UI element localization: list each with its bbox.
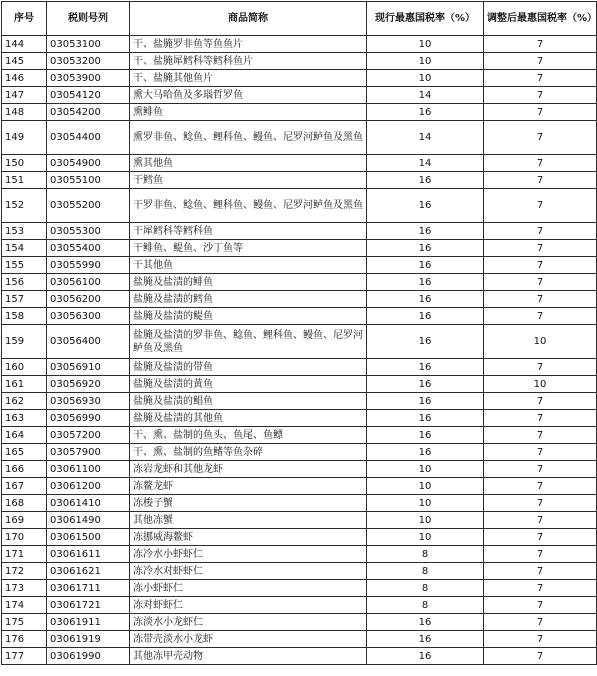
adjusted-rate: 10	[484, 325, 597, 359]
current-rate: 10	[367, 70, 484, 87]
table-row	[2, 393, 597, 410]
current-rate: 8	[367, 546, 484, 563]
row-number: 167	[2, 478, 47, 495]
table-row	[2, 512, 597, 529]
product-name: 盐腌及盐渍的黄鱼	[130, 376, 367, 393]
adjusted-rate: 7	[484, 240, 597, 257]
tariff-code: 03056920	[47, 376, 130, 393]
current-rate: 16	[367, 359, 484, 376]
adjusted-rate: 7	[484, 495, 597, 512]
product-name: 冻带壳淡水小龙虾	[130, 631, 367, 648]
product-name: 其他冻蟹	[130, 512, 367, 529]
table-row	[2, 223, 597, 240]
tariff-code: 03061621	[47, 563, 130, 580]
row-number: 177	[2, 648, 47, 665]
table-row	[2, 104, 597, 121]
tariff-code: 03055100	[47, 172, 130, 189]
row-number: 162	[2, 393, 47, 410]
row-number: 158	[2, 308, 47, 325]
adjusted-rate: 7	[484, 223, 597, 240]
product-name: 冻对虾虾仁	[130, 597, 367, 614]
tariff-table	[1, 1, 597, 665]
adjusted-rate: 7	[484, 631, 597, 648]
product-name: 干鳕鱼	[130, 172, 367, 189]
product-name: 熏大马哈鱼及多瑙哲罗鱼	[130, 87, 367, 104]
current-rate: 10	[367, 461, 484, 478]
adjusted-rate: 7	[484, 393, 597, 410]
row-number: 145	[2, 53, 47, 70]
product-name: 其他冻甲壳动物	[130, 648, 367, 665]
row-number: 148	[2, 104, 47, 121]
row-number: 160	[2, 359, 47, 376]
adjusted-rate: 7	[484, 155, 597, 172]
tariff-code: 03055990	[47, 257, 130, 274]
current-rate: 10	[367, 53, 484, 70]
adjusted-rate: 7	[484, 512, 597, 529]
tariff-code: 03061611	[47, 546, 130, 563]
table-row	[2, 257, 597, 274]
tariff-code: 03054900	[47, 155, 130, 172]
adjusted-rate: 7	[484, 53, 597, 70]
product-name: 冻冷水小虾虾仁	[130, 546, 367, 563]
table-row	[2, 410, 597, 427]
row-number: 147	[2, 87, 47, 104]
product-name: 干、盐腌罗非鱼等鱼鱼片	[130, 36, 367, 53]
tariff-code: 03061721	[47, 597, 130, 614]
tariff-code: 03053900	[47, 70, 130, 87]
current-rate: 16	[367, 614, 484, 631]
tariff-code: 03061990	[47, 648, 130, 665]
current-rate: 16	[367, 240, 484, 257]
table-row	[2, 614, 597, 631]
product-name: 冻小虾虾仁	[130, 580, 367, 597]
tariff-code: 03054200	[47, 104, 130, 121]
adjusted-rate: 7	[484, 308, 597, 325]
row-number: 155	[2, 257, 47, 274]
row-number: 164	[2, 427, 47, 444]
tariff-code: 03061500	[47, 529, 130, 546]
product-name: 盐腌及盐渍的鳀鱼	[130, 308, 367, 325]
table-body	[2, 36, 597, 665]
adjusted-rate: 7	[484, 36, 597, 53]
row-number: 168	[2, 495, 47, 512]
row-number: 175	[2, 614, 47, 631]
header-name: 商品简称	[130, 2, 367, 36]
current-rate: 10	[367, 495, 484, 512]
tariff-code: 03054400	[47, 121, 130, 155]
adjusted-rate: 7	[484, 189, 597, 223]
row-number: 152	[2, 189, 47, 223]
tariff-code: 03056300	[47, 308, 130, 325]
current-rate: 16	[367, 274, 484, 291]
row-number: 153	[2, 223, 47, 240]
table-header	[2, 2, 597, 36]
table-row	[2, 631, 597, 648]
table-row	[2, 53, 597, 70]
adjusted-rate: 7	[484, 87, 597, 104]
row-number: 159	[2, 325, 47, 359]
current-rate: 10	[367, 512, 484, 529]
adjusted-rate: 7	[484, 563, 597, 580]
tariff-code: 03056100	[47, 274, 130, 291]
product-name: 干犀鳕科等鳕科鱼	[130, 223, 367, 240]
row-number: 171	[2, 546, 47, 563]
adjusted-rate: 7	[484, 172, 597, 189]
product-name: 盐腌及盐渍的鳕鱼	[130, 291, 367, 308]
tariff-code: 03056990	[47, 410, 130, 427]
product-name: 干鲱鱼、鳀鱼、沙丁鱼等	[130, 240, 367, 257]
tariff-code: 03061911	[47, 614, 130, 631]
current-rate: 14	[367, 87, 484, 104]
tariff-code: 03061100	[47, 461, 130, 478]
table-row	[2, 478, 597, 495]
table-row	[2, 580, 597, 597]
header-current-rate: 现行最惠国税率（%）	[367, 2, 484, 36]
row-number: 163	[2, 410, 47, 427]
row-number: 151	[2, 172, 47, 189]
table-row	[2, 597, 597, 614]
product-name: 干罗非鱼、鲶鱼、鲤科鱼、鳗鱼、尼罗河鲈鱼及黑鱼	[130, 189, 367, 223]
table-row	[2, 70, 597, 87]
adjusted-rate: 7	[484, 546, 597, 563]
adjusted-rate: 7	[484, 291, 597, 308]
table-row	[2, 36, 597, 53]
adjusted-rate: 7	[484, 648, 597, 665]
tariff-code: 03061410	[47, 495, 130, 512]
current-rate: 16	[367, 427, 484, 444]
adjusted-rate: 7	[484, 529, 597, 546]
product-name: 干、熏、盐制的鱼头、鱼尾、鱼鳔	[130, 427, 367, 444]
product-name: 干、盐腌犀鳕科等鳕科鱼片	[130, 53, 367, 70]
product-name: 冻梭子蟹	[130, 495, 367, 512]
tariff-code: 03057200	[47, 427, 130, 444]
current-rate: 16	[367, 631, 484, 648]
product-name: 冻冷水对虾虾仁	[130, 563, 367, 580]
table-row	[2, 308, 597, 325]
tariff-code: 03055200	[47, 189, 130, 223]
product-name: 干、熏、盐制的鱼鳍等鱼杂碎	[130, 444, 367, 461]
row-number: 161	[2, 376, 47, 393]
product-name: 盐腌及盐渍的鲱鱼	[130, 274, 367, 291]
current-rate: 16	[367, 223, 484, 240]
current-rate: 16	[367, 444, 484, 461]
current-rate: 8	[367, 563, 484, 580]
current-rate: 16	[367, 104, 484, 121]
product-name: 盐腌及盐渍的鲳鱼	[130, 393, 367, 410]
tariff-code: 03061490	[47, 512, 130, 529]
table-row	[2, 529, 597, 546]
current-rate: 16	[367, 257, 484, 274]
header-no: 序号	[2, 2, 47, 36]
table-row	[2, 359, 597, 376]
tariff-code: 03061919	[47, 631, 130, 648]
table-row	[2, 172, 597, 189]
table-row	[2, 648, 597, 665]
table-row	[2, 427, 597, 444]
row-number: 173	[2, 580, 47, 597]
current-rate: 16	[367, 189, 484, 223]
row-number: 166	[2, 461, 47, 478]
adjusted-rate: 7	[484, 257, 597, 274]
header-code: 税则号列	[47, 2, 130, 36]
current-rate: 16	[367, 308, 484, 325]
current-rate: 8	[367, 597, 484, 614]
tariff-code: 03053100	[47, 36, 130, 53]
header-row	[2, 2, 597, 36]
current-rate: 16	[367, 376, 484, 393]
adjusted-rate: 10	[484, 376, 597, 393]
product-name: 熏其他鱼	[130, 155, 367, 172]
adjusted-rate: 7	[484, 410, 597, 427]
row-number: 157	[2, 291, 47, 308]
table-row	[2, 325, 597, 359]
product-name: 盐腌及盐渍的其他鱼	[130, 410, 367, 427]
product-name: 干、盐腌其他鱼片	[130, 70, 367, 87]
adjusted-rate: 7	[484, 104, 597, 121]
product-name: 干其他鱼	[130, 257, 367, 274]
table-row	[2, 495, 597, 512]
current-rate: 16	[367, 325, 484, 359]
tariff-code: 03057900	[47, 444, 130, 461]
current-rate: 14	[367, 121, 484, 155]
product-name: 冻岩龙虾和其他龙虾	[130, 461, 367, 478]
table-row	[2, 563, 597, 580]
table-row	[2, 291, 597, 308]
product-name: 盐腌及盐渍的带鱼	[130, 359, 367, 376]
product-name: 熏鲱鱼	[130, 104, 367, 121]
current-rate: 10	[367, 478, 484, 495]
tariff-code: 03061200	[47, 478, 130, 495]
adjusted-rate: 7	[484, 359, 597, 376]
product-name: 盐腌及盐渍的罗非鱼、鲶鱼、鲤科鱼、鳗鱼、尼罗河鲈鱼及黑鱼	[130, 325, 367, 359]
row-number: 170	[2, 529, 47, 546]
row-number: 156	[2, 274, 47, 291]
table-row	[2, 444, 597, 461]
row-number: 165	[2, 444, 47, 461]
row-number: 174	[2, 597, 47, 614]
current-rate: 10	[367, 36, 484, 53]
row-number: 154	[2, 240, 47, 257]
adjusted-rate: 7	[484, 427, 597, 444]
tariff-code: 03054120	[47, 87, 130, 104]
row-number: 172	[2, 563, 47, 580]
tariff-code: 03056400	[47, 325, 130, 359]
tariff-code: 03055400	[47, 240, 130, 257]
row-number: 149	[2, 121, 47, 155]
current-rate: 16	[367, 393, 484, 410]
adjusted-rate: 7	[484, 274, 597, 291]
product-name: 冻淡水小龙虾仁	[130, 614, 367, 631]
table-row	[2, 87, 597, 104]
current-rate: 14	[367, 155, 484, 172]
table-row	[2, 376, 597, 393]
product-name: 冻鳌龙虾	[130, 478, 367, 495]
tariff-code: 03055300	[47, 223, 130, 240]
tariff-code: 03056930	[47, 393, 130, 410]
product-name: 冻挪威海鳌虾	[130, 529, 367, 546]
current-rate: 16	[367, 172, 484, 189]
table-row	[2, 155, 597, 172]
tariff-code: 03056200	[47, 291, 130, 308]
current-rate: 8	[367, 580, 484, 597]
row-number: 169	[2, 512, 47, 529]
adjusted-rate: 7	[484, 580, 597, 597]
adjusted-rate: 7	[484, 444, 597, 461]
adjusted-rate: 7	[484, 461, 597, 478]
row-number: 144	[2, 36, 47, 53]
table-row	[2, 240, 597, 257]
tariff-code: 03053200	[47, 53, 130, 70]
table-row	[2, 546, 597, 563]
tariff-code: 03061711	[47, 580, 130, 597]
row-number: 146	[2, 70, 47, 87]
adjusted-rate: 7	[484, 121, 597, 155]
row-number: 150	[2, 155, 47, 172]
header-adjusted-rate: 调整后最惠国税率（%）	[484, 2, 597, 36]
table-row	[2, 274, 597, 291]
product-name: 熏罗非鱼、鲶鱼、鲤科鱼、鳗鱼、尼罗河鲈鱼及黑鱼	[130, 121, 367, 155]
tariff-code: 03056910	[47, 359, 130, 376]
adjusted-rate: 7	[484, 597, 597, 614]
row-number: 176	[2, 631, 47, 648]
current-rate: 10	[367, 529, 484, 546]
table-row	[2, 461, 597, 478]
current-rate: 16	[367, 410, 484, 427]
adjusted-rate: 7	[484, 478, 597, 495]
current-rate: 16	[367, 648, 484, 665]
table-row	[2, 189, 597, 223]
table-row	[2, 121, 597, 155]
adjusted-rate: 7	[484, 614, 597, 631]
current-rate: 16	[367, 291, 484, 308]
adjusted-rate: 7	[484, 70, 597, 87]
